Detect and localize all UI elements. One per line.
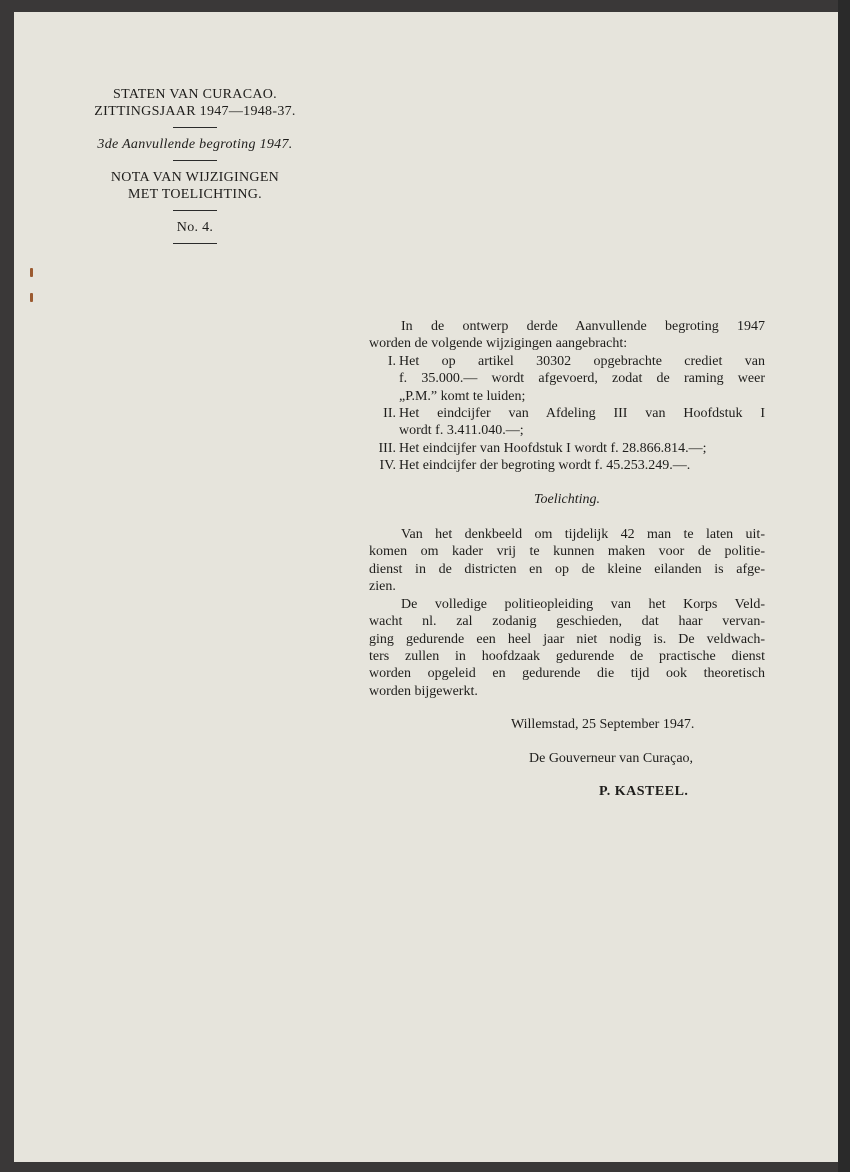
amendment-item [369,405,765,440]
document-title-2: MET TOELICHTING. [128,187,262,202]
section-heading: Toelichting. [534,491,600,507]
paragraph-line: wacht nl. zal zodanig geschieden, dat haar vervan- [369,614,765,630]
header-line-1: STATEN VAN CURACAO. [113,87,277,102]
document-number: No. 4. [176,220,214,235]
divider [173,243,217,244]
paragraph-line: ging gedurende een heel jaar niet nodig is. De veldwach- [369,631,765,647]
item-line: Het eindcijfer der begroting wordt f. 45.253.249.—. [399,458,691,474]
item-line: Het eindcijfer van Hoofdstuk I wordt f. 28.866.814.—; [399,440,707,456]
intro-line: In de ontwerp derde Aanvullende begroting 1947 [401,319,765,334]
document-title-1: NOTA VAN WIJZIGINGEN [110,170,280,185]
paragraph-line: Van het denkbeeld om tijdelijk 42 man te laten uit- [401,527,765,543]
paragraph-line: komen om kader vrij te kunnen maken voor de politie- [369,544,765,560]
signatory-name: P. KASTEEL. [599,783,689,799]
scan-edge [838,0,850,1172]
paragraph-line: zien. [369,579,396,595]
header-line-2: ZITTINGSJAAR 1947—1948-37. [94,104,296,119]
item-number: I. [387,353,396,369]
paragraph-line: worden opgeleid en gedurende die tijd ook theoretisch [369,666,765,682]
item-line: „P.M.” komt te luiden; [399,388,526,404]
paragraph-line: De volledige politieopleiding van het Korps Veld- [401,596,765,612]
document-body [369,318,765,800]
paragraph-line: worden bijgewerkt. [369,683,478,699]
explanation-paragraph [369,526,765,596]
divider [173,127,217,128]
divider [173,160,217,161]
item-line: Het op artikel 30302 opgebrachte crediet van [399,353,765,369]
item-line: wordt f. 3.411.040.—; [399,423,524,439]
item-number: III. [378,440,396,456]
paper-mark [30,293,33,302]
item-line: f. 35.000.— wordt afgevoerd, zodat de raming weer [399,371,765,387]
amendment-item [369,457,765,474]
document-header [70,86,320,252]
paragraph-line: ters zullen in hoofdzaak gedurende de practische dienst [369,648,765,664]
paper-mark [30,268,33,277]
header-subtitle: 3de Aanvullende begroting 1947. [97,137,293,152]
signatory-role: De Gouverneur van Curaçao, [529,750,694,766]
place-date: Willemstad, 25 September 1947. [511,717,695,733]
explanation-paragraph [369,596,765,700]
amendment-item [369,440,765,457]
item-number: II. [383,406,396,422]
item-number: IV. [379,458,396,474]
amendment-item [369,353,765,405]
paragraph-line: dienst in de districten en op de kleine eilanden is afge- [369,561,765,577]
divider [173,210,217,211]
item-line: Het eindcijfer van Afdeling III van Hoofdstuk I [399,406,765,422]
intro-line: worden de volgende wijzigingen aangebracht: [369,336,628,352]
